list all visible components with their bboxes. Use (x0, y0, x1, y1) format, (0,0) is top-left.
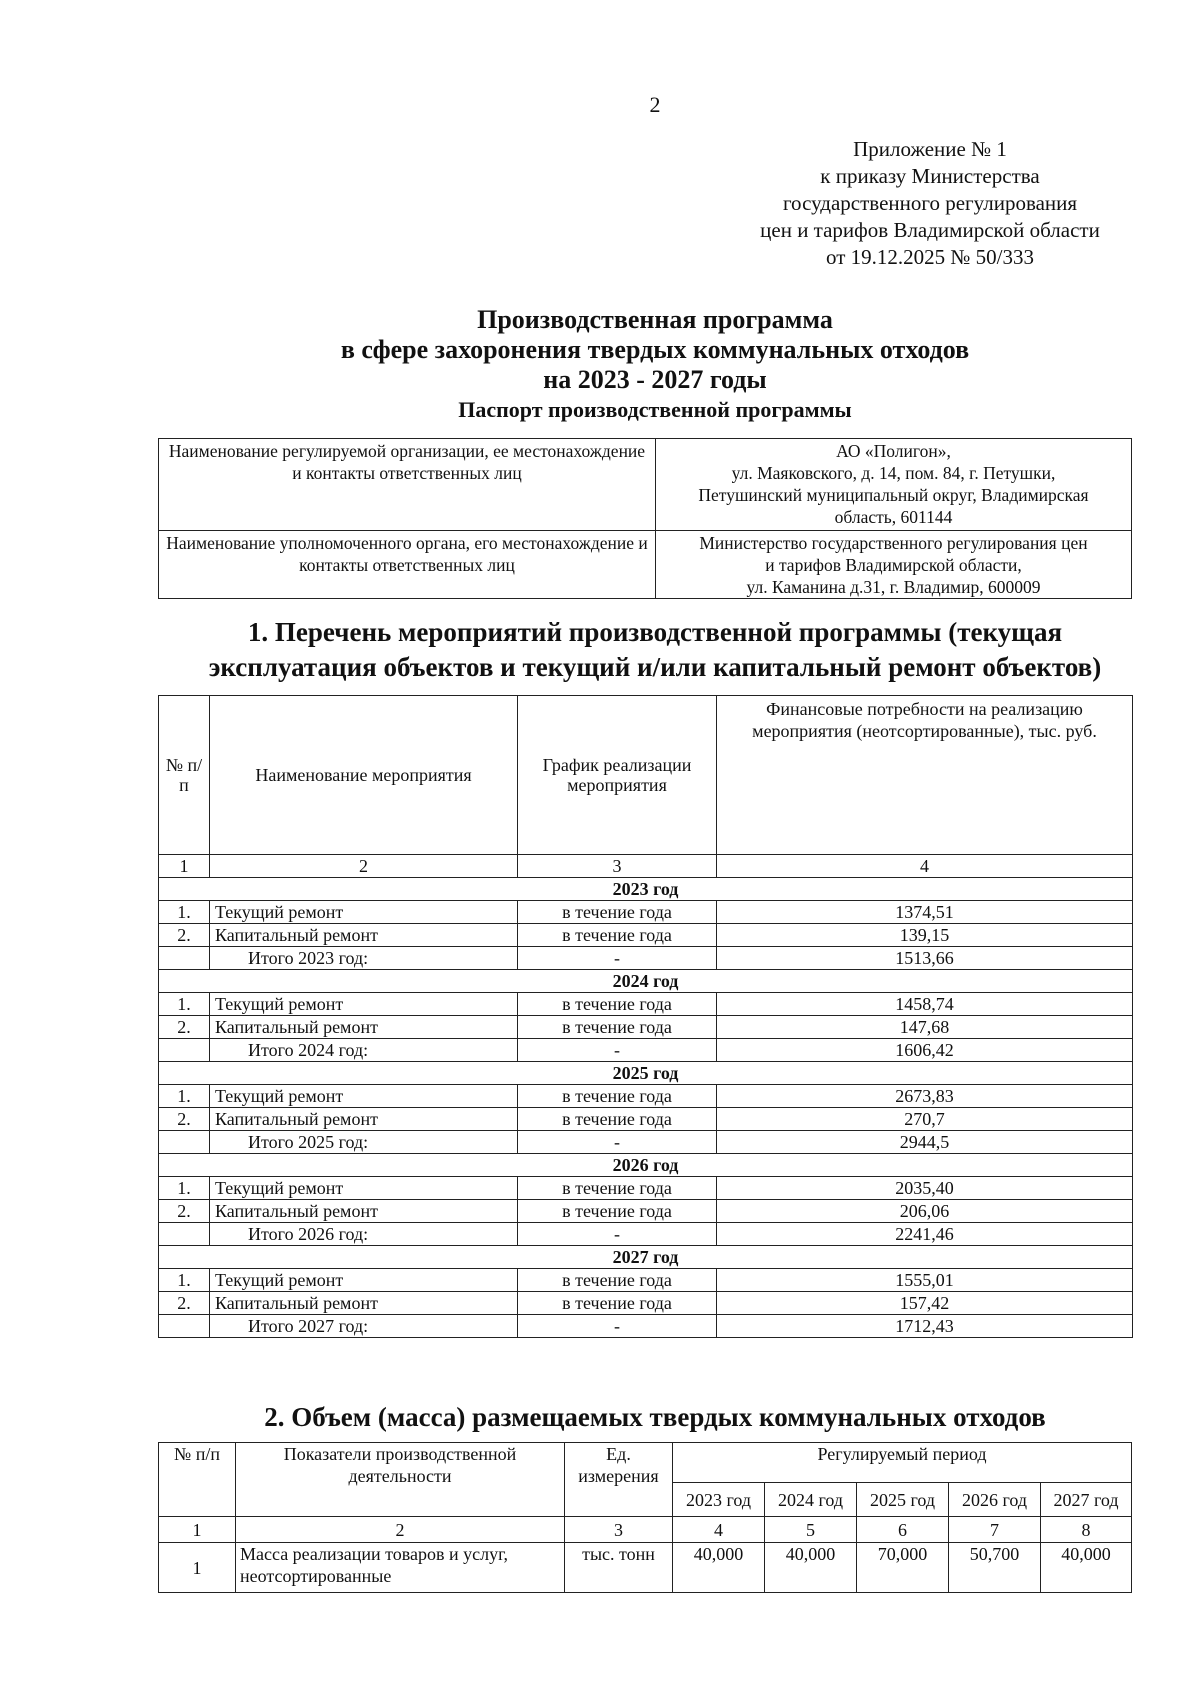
row-value: 1374,51 (717, 901, 1133, 924)
row-name: Текущий ремонт (210, 901, 518, 924)
document-title (0, 305, 1200, 425)
row-name: Капитальный ремонт (210, 1016, 518, 1039)
row-value: 157,42 (717, 1292, 1133, 1315)
year-label: 2024 год (159, 970, 1133, 993)
appendix-line: государственного регулирования (782, 191, 1078, 215)
row-name: Капитальный ремонт (210, 1292, 518, 1315)
total-value: 2241,46 (717, 1223, 1133, 1246)
header-num: № п/п (159, 1443, 236, 1517)
row-num: 2. (159, 1292, 210, 1315)
column-number: 7 (949, 1517, 1041, 1543)
header-year: 2024 год (765, 1483, 857, 1517)
row-value: 2673,83 (717, 1085, 1133, 1108)
column-number: 1 (159, 855, 210, 878)
row-name: Капитальный ремонт (210, 924, 518, 947)
row-value: 139,15 (717, 924, 1133, 947)
passport-label: Наименование регулируемой организации, ее местонахождение и контакты ответственных лиц (159, 439, 656, 531)
total-label: Итого 2027 год: (210, 1315, 518, 1338)
header-name: Наименование мероприятия (210, 696, 518, 855)
total-schedule: - (518, 1315, 717, 1338)
total-value: 2944,5 (717, 1131, 1133, 1154)
passport-value: Министерство государственного регулирования цен и тарифов Владимирской области, ул. Каманина д.31, г. Владимир, 600009 (656, 531, 1132, 599)
passport-value: АО «Полигон», ул. Маяковского, д. 14, пом. 84, г. Петушки, Петушинский муниципальный округ, Владимирская область, 601144 (656, 439, 1132, 531)
row-name: Текущий ремонт (210, 1269, 518, 1292)
row-value: 70,000 (857, 1543, 949, 1593)
row-num: 1. (159, 1085, 210, 1108)
column-number: 3 (565, 1517, 673, 1543)
year-header-row (159, 1246, 1133, 1269)
row-num: 2. (159, 924, 210, 947)
total-num (159, 1315, 210, 1338)
column-number: 4 (717, 855, 1133, 878)
row-value: 2035,40 (717, 1177, 1133, 1200)
row-name: Текущий ремонт (210, 993, 518, 1016)
row-name: Капитальный ремонт (210, 1108, 518, 1131)
appendix-line: от 19.12.2025 № 50/333 (825, 245, 1035, 269)
row-value: 206,06 (717, 1200, 1133, 1223)
header-year: 2027 год (1041, 1483, 1132, 1517)
total-row (159, 1223, 1133, 1246)
measure-row (159, 1269, 1133, 1292)
header-period: Регулируемый период (673, 1443, 1132, 1483)
row-num: 2. (159, 1108, 210, 1131)
volume-table (158, 1442, 1132, 1593)
total-label: Итого 2026 год: (210, 1223, 518, 1246)
year-label: 2023 год (159, 878, 1133, 901)
total-row (159, 947, 1133, 970)
header-year: 2025 год (857, 1483, 949, 1517)
row-num: 1. (159, 901, 210, 924)
year-header-row (159, 878, 1133, 901)
column-numbers-row (159, 855, 1133, 878)
column-number: 8 (1041, 1517, 1132, 1543)
total-row (159, 1039, 1133, 1062)
total-label: Итого 2023 год: (210, 947, 518, 970)
total-schedule: - (518, 1223, 717, 1246)
total-num (159, 1131, 210, 1154)
measure-row (159, 1085, 1133, 1108)
row-schedule: в течение года (518, 1085, 717, 1108)
header-num: № п/п (159, 696, 210, 855)
column-number: 6 (857, 1517, 949, 1543)
year-header-row (159, 1154, 1133, 1177)
row-value: 40,000 (765, 1543, 857, 1593)
row-value: 1555,01 (717, 1269, 1133, 1292)
row-schedule: в течение года (518, 901, 717, 924)
row-value: 50,700 (949, 1543, 1041, 1593)
year-header-row (159, 1062, 1133, 1085)
row-schedule: в течение года (518, 924, 717, 947)
total-label: Итого 2024 год: (210, 1039, 518, 1062)
row-value: 40,000 (673, 1543, 765, 1593)
row-num: 1. (159, 1269, 210, 1292)
total-value: 1513,66 (717, 947, 1133, 970)
row-unit: тыс. тонн (565, 1543, 673, 1593)
row-schedule: в течение года (518, 1177, 717, 1200)
passport-row (159, 439, 1132, 531)
row-num: 1. (159, 993, 210, 1016)
header-finance: Финансовые потребности на реализацию мероприятия (неотсортированные), тыс. руб. (717, 696, 1133, 855)
header-year: 2023 год (673, 1483, 765, 1517)
column-number: 3 (518, 855, 717, 878)
passport-title: Паспорт производственной программы (458, 397, 852, 422)
total-row (159, 1131, 1133, 1154)
year-label: 2026 год (159, 1154, 1133, 1177)
header-unit: Ед. измерения (565, 1443, 673, 1517)
row-value: 1458,74 (717, 993, 1133, 1016)
header-schedule: График реализации мероприятия (518, 696, 717, 855)
column-number: 2 (210, 855, 518, 878)
total-row (159, 1315, 1133, 1338)
row-name: Текущий ремонт (210, 1177, 518, 1200)
appendix-block (720, 136, 1140, 271)
title-line: Производственная программа (477, 305, 833, 334)
row-name: Текущий ремонт (210, 1085, 518, 1108)
row-indicator: Масса реализации товаров и услуг, неотсортированные (236, 1543, 565, 1593)
row-value: 40,000 (1041, 1543, 1132, 1593)
measure-row (159, 901, 1133, 924)
row-num: 1 (159, 1543, 236, 1593)
measure-row (159, 1016, 1133, 1039)
passport-row (159, 531, 1132, 599)
row-num: 2. (159, 1016, 210, 1039)
row-schedule: в течение года (518, 1016, 717, 1039)
total-value: 1712,43 (717, 1315, 1133, 1338)
row-schedule: в течение года (518, 1269, 717, 1292)
column-numbers-row (159, 1517, 1132, 1543)
measure-row (159, 1108, 1133, 1131)
row-num: 1. (159, 1177, 210, 1200)
year-header-row (159, 970, 1133, 993)
header-row (159, 696, 1133, 855)
total-num (159, 947, 210, 970)
year-label: 2027 год (159, 1246, 1133, 1269)
volume-data-row (159, 1543, 1132, 1593)
total-label: Итого 2025 год: (210, 1131, 518, 1154)
row-value: 147,68 (717, 1016, 1133, 1039)
measure-row (159, 1177, 1133, 1200)
row-name: Капитальный ремонт (210, 1200, 518, 1223)
row-num: 2. (159, 1200, 210, 1223)
title-line: на 2023 - 2027 годы (543, 365, 767, 394)
row-schedule: в течение года (518, 1200, 717, 1223)
row-schedule: в течение года (518, 1292, 717, 1315)
header-year: 2026 год (949, 1483, 1041, 1517)
measure-row (159, 1292, 1133, 1315)
year-label: 2025 год (159, 1062, 1133, 1085)
row-schedule: в течение года (518, 1108, 717, 1131)
total-value: 1606,42 (717, 1039, 1133, 1062)
passport-table (158, 438, 1132, 599)
section-1-title: 1. Перечень мероприятий производственной программы (текущая эксплуатация объектов и текущий и/или капитальный ремонт объектов) (208, 617, 1102, 682)
column-number: 5 (765, 1517, 857, 1543)
measure-row (159, 1200, 1133, 1223)
row-schedule: в течение года (518, 993, 717, 1016)
passport-label: Наименование уполномоченного органа, его местонахождение и контакты ответственных лиц (159, 531, 656, 599)
row-value: 270,7 (717, 1108, 1133, 1131)
total-num (159, 1223, 210, 1246)
column-number: 1 (159, 1517, 236, 1543)
title-line: в сфере захоронения твердых коммунальных отходов (340, 335, 970, 364)
page-number: 2 (649, 92, 661, 117)
total-schedule: - (518, 947, 717, 970)
appendix-line: к приказу Министерства (820, 164, 1040, 188)
appendix-line: Приложение № 1 (853, 137, 1007, 161)
measures-table (158, 695, 1133, 1338)
appendix-line: цен и тарифов Владимирской области (760, 218, 1100, 242)
column-number: 4 (673, 1517, 765, 1543)
column-number: 2 (236, 1517, 565, 1543)
header-indicator: Показатели производственной деятельности (236, 1443, 565, 1517)
total-schedule: - (518, 1039, 717, 1062)
volume-header-row (159, 1443, 1132, 1483)
total-schedule: - (518, 1131, 717, 1154)
measure-row (159, 993, 1133, 1016)
measure-row (159, 924, 1133, 947)
section-2-title: 2. Объем (масса) размещаемых твердых коммунальных отходов (264, 1402, 1046, 1432)
total-num (159, 1039, 210, 1062)
